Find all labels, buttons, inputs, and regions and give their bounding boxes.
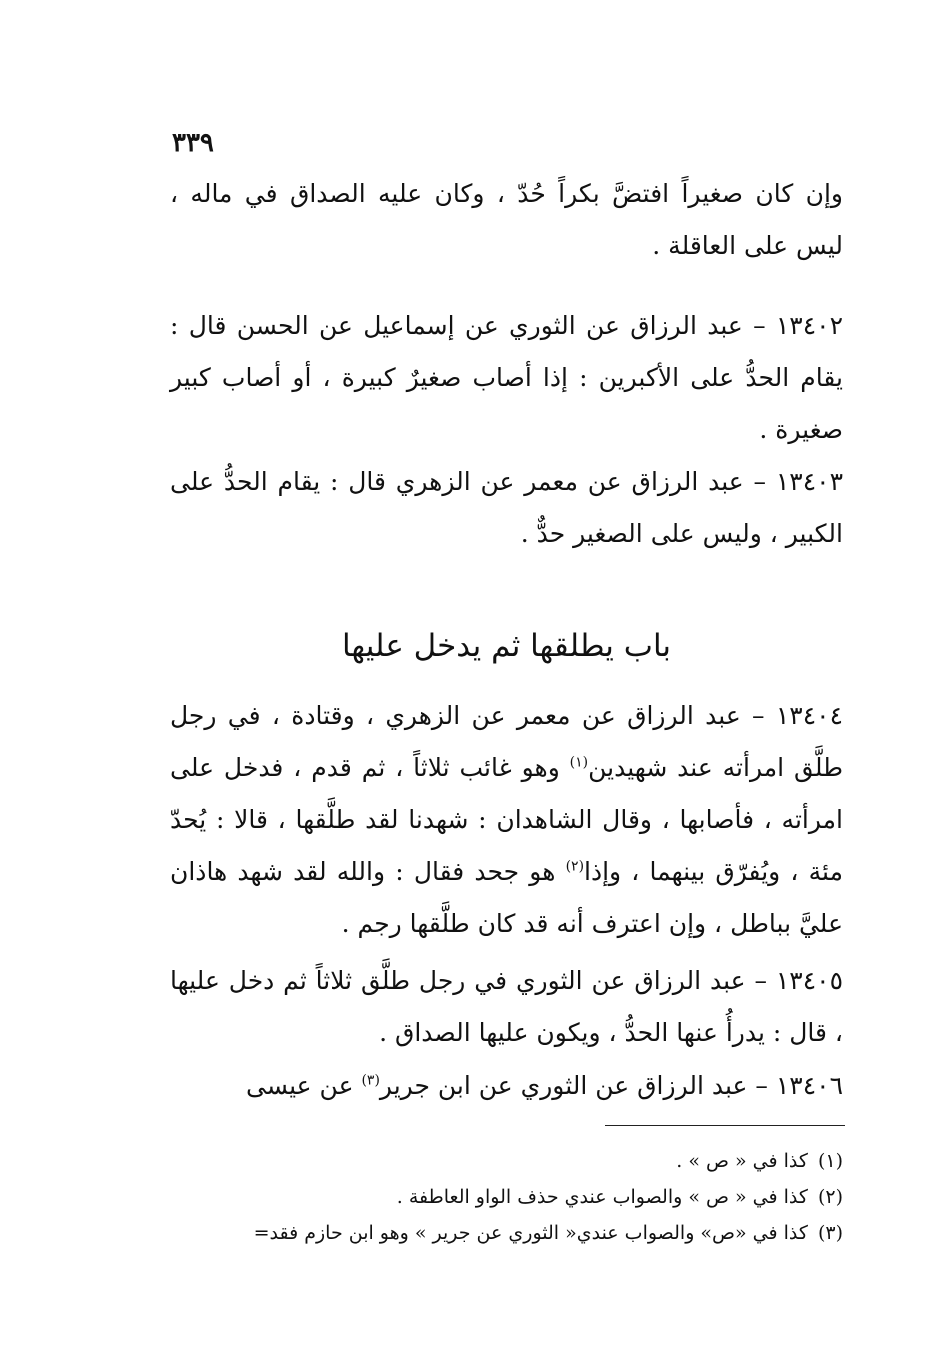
footnote-ref-1: (١) [569, 754, 589, 771]
hadith-number: ١٣٤٠٢ [775, 311, 843, 340]
paragraph-13406 [170, 1060, 843, 1112]
page-number: ٣٣٩ [172, 128, 214, 158]
footnote-number: (٢) [817, 1186, 843, 1208]
paragraph-continuation [170, 168, 843, 272]
paragraph-text: – عبد الرزاق عن معمر عن الزهري ، وقتادة ، في رجل طلَّق امرأته عند شهيدين [170, 701, 843, 782]
hadith-number: ١٣٤٠٣ [775, 467, 843, 496]
paragraph-text: – عبد الرزاق عن الثوري عن إسماعيل عن الحسن قال : يقام الحدُّ على الأكبرين : إذا أصاب صغيرٌ كبيرة ، أو أصاب كبير صغيرة . [170, 311, 843, 444]
footnote-text: كذا في « ص » . [676, 1150, 808, 1172]
footnote-ref-2: (٢) [565, 858, 585, 875]
footnote-number: (٣) [817, 1222, 843, 1244]
footnote-text: كذا في « ص » والصواب عندي حذف الواو العاطفة . [396, 1186, 808, 1208]
hadith-number: ١٣٤٠٥ [775, 966, 843, 995]
hadith-number: ١٣٤٠٦ [775, 1071, 843, 1100]
paragraph-13404 [170, 690, 843, 950]
footnote-2 [170, 1180, 843, 1214]
paragraph-text: – عبد الرزاق عن الثوري عن ابن جرير [379, 1071, 776, 1100]
paragraph-text: – عبد الرزاق عن معمر عن الزهري قال : يقام الحدُّ على الكبير ، وليس على الصغير حدٌّ . [170, 467, 843, 548]
paragraph-text: – عبد الرزاق عن الثوري في رجل طلَّق ثلاثاً ثم دخل عليها ، قال : يدرأُ عنها الحدُّ ، ويكون عليها الصداق . [170, 966, 843, 1047]
footnote-separator [605, 1125, 845, 1126]
footnote-number: (١) [817, 1150, 843, 1172]
paragraph-text: وإن كان صغيراً افتضَّ بكراً حُدّ ، وكان عليه الصداق في ماله ، ليس على العاقلة . [170, 179, 843, 260]
paragraph-text: عن عيسى [246, 1071, 362, 1100]
paragraph-13405 [170, 955, 843, 1059]
paragraph-13402 [170, 300, 843, 456]
footnote-ref-3: (٣) [361, 1072, 380, 1089]
footnote-3 [170, 1216, 843, 1250]
hadith-number: ١٣٤٠٤ [775, 701, 843, 730]
paragraph-13403 [170, 456, 843, 560]
paragraph-text: وهو غائب ثلاثاً ، ثم قدم ، فدخل على امرأته ، فأصابها ، وقال الشاهدان : شهدنا لقد طلَّقها ، قالا : يُحدّ مئة ، ويُفرّق بينهما ، وإذا [170, 753, 843, 886]
footnote-text: كذا في «ص» والصواب عندي« الثوري عن جرير » وهو ابن حازم فقد= [253, 1222, 808, 1244]
paragraph-text: هو جحد فقال : والله لقد شهد هاذان عليَّ بباطل ، وإن اعترف أنه قد كان طلَّقها رجم . [170, 857, 843, 938]
footnote-1 [170, 1144, 843, 1178]
section-heading: باب يطلقها ثم يدخل عليها [341, 628, 672, 664]
